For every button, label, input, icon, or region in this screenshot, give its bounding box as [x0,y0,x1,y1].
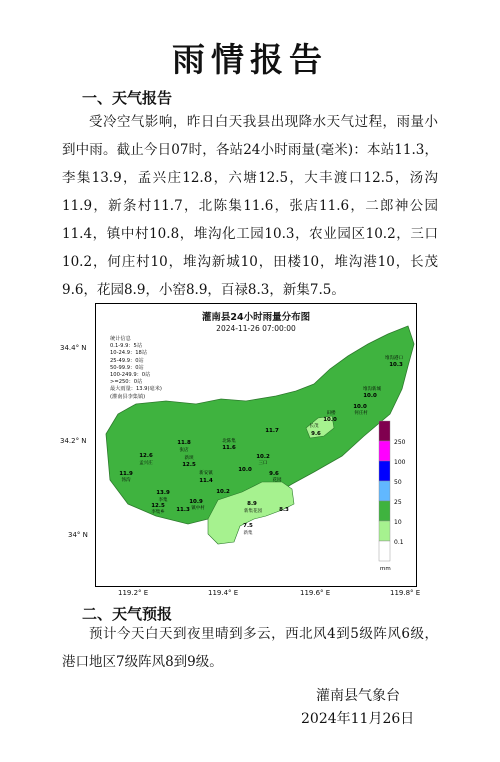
lat-label-34: 34° N [68,531,88,539]
station-value: 11.6 [222,445,236,451]
lon-label-119-2: 119.2° E [118,589,149,597]
station-name: 何庄村 [354,411,368,416]
stat-line: 25-49.9：0站 [110,357,144,364]
station-value: 9.6 [311,431,321,437]
station-value: 10.0 [323,417,337,423]
stat-line: >=250：0站 [110,379,143,386]
station-value: 10.3 [389,362,403,368]
station-name: 三口 [258,461,268,466]
station-value: 13.9 [156,490,170,496]
station-name: 田楼 [326,411,336,416]
map-statistics [110,336,162,401]
stat-line: 0.1-9.9：5站 [110,343,143,350]
stat-line: 最大雨量：13.9(毫米) [110,386,162,393]
lat-label-34-2: 34.2° N [60,437,87,445]
station-name: 新安镇 [199,471,213,476]
station-value: 10.0 [353,404,367,410]
legend-unit: mm [380,566,391,572]
stat-line: 统计信息 [110,336,131,342]
map-timestamp: 2024-11-26 07:00:00 [216,324,296,333]
stat-line: 50-99.9：0站 [110,364,144,371]
station-value: 11.8 [177,440,191,446]
forecast-paragraph: 预计今天白天到夜里晴到多云，西北风4到5级阵风6级，港口地区7级阵风8到9级。 [62,626,438,670]
legend-label-50: 50 [394,479,402,486]
legend-swatch [379,501,390,521]
station-name: 镇中村 [191,506,205,511]
station-value: 10.9 [189,499,203,505]
legend-label-250: 250 [394,439,406,446]
legend-swatch [379,461,390,481]
issuing-organization: 灌南县气象台 [316,688,400,704]
station-value: 8.3 [279,507,289,513]
legend-swatch [379,521,390,541]
station-value: 11.7 [265,428,279,434]
station-name: 北陈集 [222,439,236,444]
station-name: 孟兴庄 [139,461,153,466]
legend [379,421,406,572]
map-title: 灌南县24小时雨量分布图 [201,312,311,323]
stat-line: 100-249.9：0站 [110,372,151,379]
legend-label-100: 100 [394,459,406,466]
station-name: 李集 [158,498,168,503]
weather-report-paragraph: 受冷空气影响，昨日白天我县出现降水天气过程，雨量小到中雨。截止今日07时，各站24小时雨量(毫米)：本站11.3，李集13.9，孟兴庄12.8，六塘12.5，大丰渡口12.5，汤沟11.9，新条村11.7，北陈集11.6，张店11.6，二郎神公园11.4，镇中村10.8，堆沟化工园10.3，农业园区10.2，三口10.2，何庄村10，堆沟新城10，田楼10，堆沟港10，长茂9.6，花园8.9，小窑8.9，百禄8.3，新集7.5。 [62,114,438,298]
station-name: 堆沟港口 [385,356,403,361]
station-value: 10.2 [256,454,270,460]
station-value: 11.3 [176,507,190,513]
rainfall-map [95,303,417,587]
station-value: 7.5 [243,523,253,529]
station-name: 李集乡 [151,510,165,515]
stat-line: 10-24.9：18站 [110,350,147,357]
station-value: 12.5 [151,503,165,509]
legend-swatch [379,481,390,501]
station-name: 汤沟 [121,478,131,483]
station-value: 11.9 [119,471,133,477]
legend-swatch [379,441,390,461]
station-name: 新坝 [184,456,194,461]
station-value: 11.4 [199,478,213,484]
section-forecast-heading: 二、天气预报 [82,605,173,623]
page-title: 雨情报告 [172,40,328,79]
station-name: 堆沟新城 [363,387,381,392]
station-value: 8.9 [247,501,257,507]
station-name: 长茂 [309,424,319,429]
station-name: 新集花园 [244,509,262,514]
lat-label-34-4: 34.4° N [60,344,87,352]
legend-swatch [379,541,390,561]
issue-date: 2024年11月26日 [301,711,415,727]
station-name: 花园 [272,478,282,483]
station-name: 新集 [243,531,253,536]
station-value: 10.2 [216,489,230,495]
station-value: 10.0 [238,467,252,473]
stat-line: (灌南县李集镇) [110,393,146,400]
section-weather-report-heading: 一、天气报告 [82,89,173,107]
station-value: 10.0 [363,393,377,399]
lon-label-119-8: 119.8° E [390,589,421,597]
legend-label-25: 25 [394,499,402,506]
legend-label-10: 10 [394,519,402,526]
station-value: 9.6 [269,471,279,477]
station-value: 12.6 [139,453,153,459]
station-name: 张店 [179,448,189,453]
legend-swatch [379,421,390,441]
station-value: 12.5 [182,462,196,468]
lon-label-119-6: 119.6° E [300,589,331,597]
lon-label-119-4: 119.4° E [208,589,239,597]
legend-label-0-1: 0.1 [394,539,404,546]
